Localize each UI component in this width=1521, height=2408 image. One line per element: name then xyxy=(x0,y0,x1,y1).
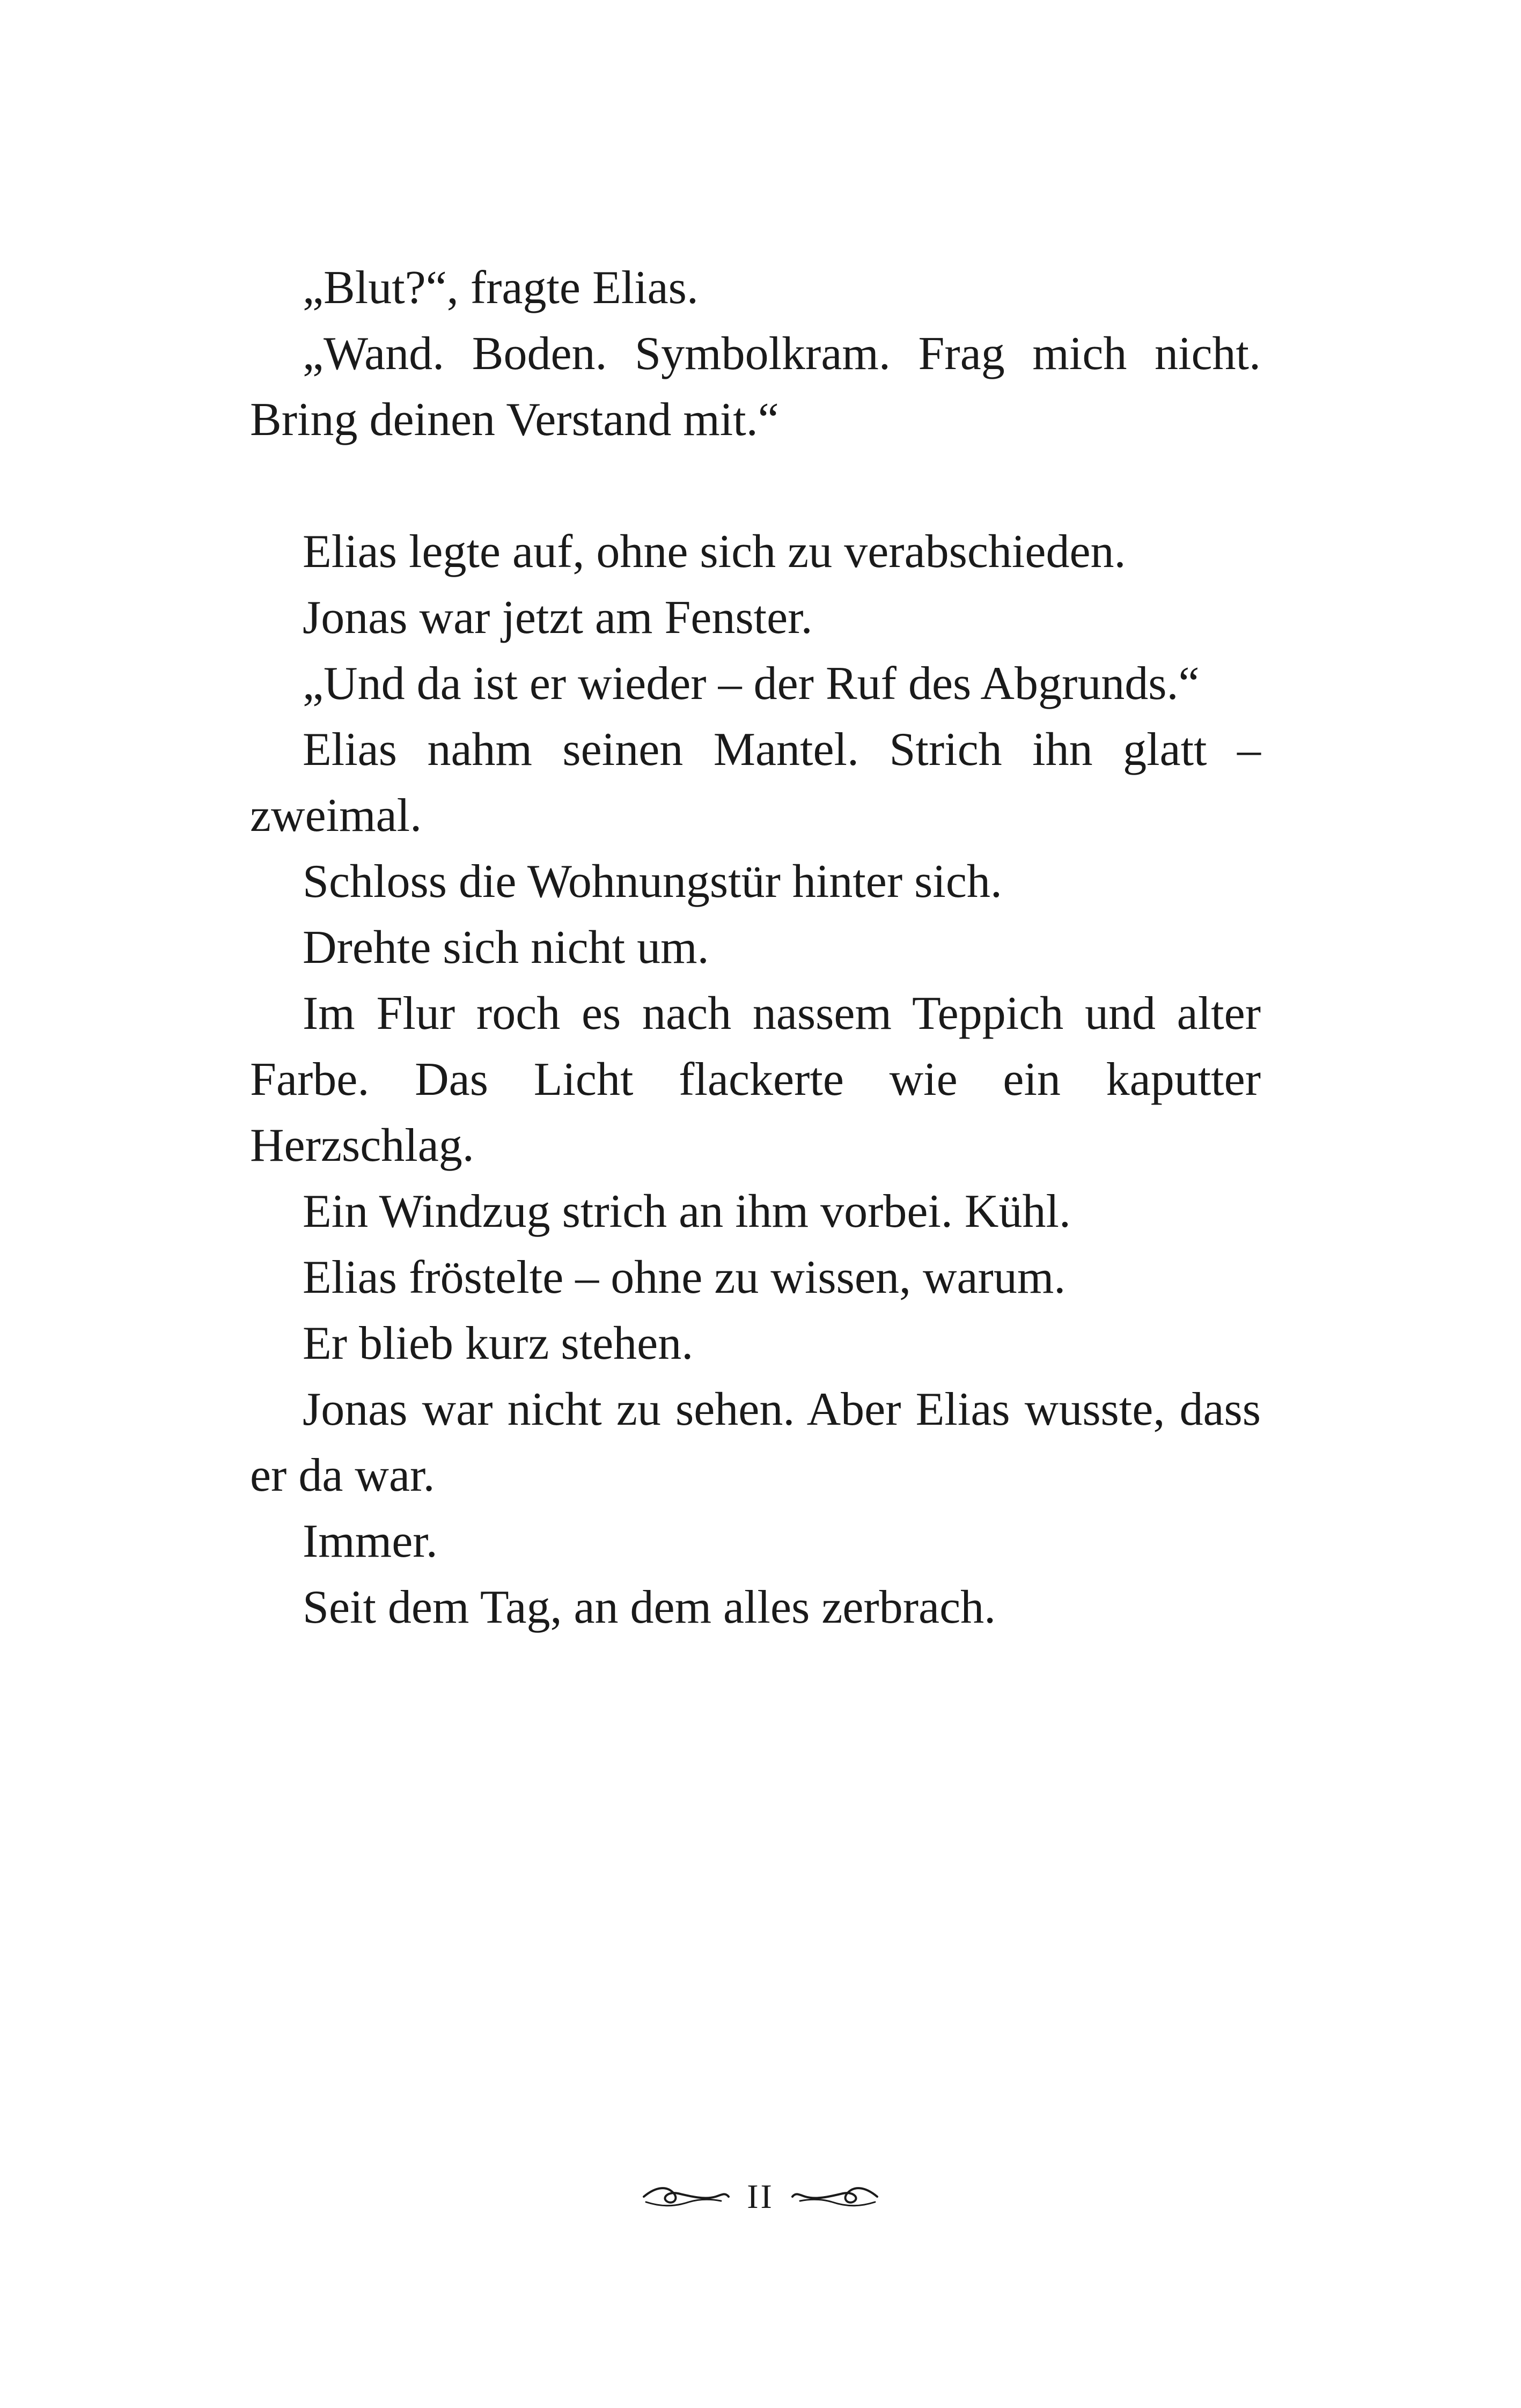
scene-break xyxy=(250,453,1261,519)
paragraph: Jonas war nicht zu sehen. Aber Elias wusste, dass er da war. xyxy=(250,1383,1261,1501)
paragraph: Im Flur roch es nach nassem Teppich und alter Farbe. Das Licht flackerte wie ein kaputter Herzschlag. xyxy=(250,988,1261,1172)
paragraph: Elias nahm seinen Mantel. Strich ihn glatt – zweimal. xyxy=(250,724,1261,842)
page-footer xyxy=(0,2159,1521,2234)
flourish-ornament-left-icon xyxy=(641,2181,732,2213)
paragraph: „Und da ist er wieder – der Ruf des Abgrunds.“ xyxy=(303,658,1200,710)
paragraph: „Blut?“, fragte Elias. xyxy=(303,262,699,314)
paragraph: Er blieb kurz stehen. xyxy=(303,1317,694,1369)
paragraph: Elias fröstelte – ohne zu wissen, warum. xyxy=(303,1251,1066,1304)
paragraph: Immer. xyxy=(303,1515,438,1567)
paragraph: „Wand. Boden. Symbolkram. Frag mich nicht. Bring deinen Verstand mit.“ xyxy=(250,328,1261,446)
paragraph: Ein Windzug strich an ihm vorbei. Kühl. xyxy=(303,1185,1071,1238)
paragraph: Seit dem Tag, an dem alles zerbrach. xyxy=(303,1581,996,1633)
body-text xyxy=(250,255,1261,1640)
flourish-ornament-right-icon xyxy=(789,2181,880,2213)
page-number: II xyxy=(747,2177,774,2215)
paragraph: Jonas war jetzt am Fenster. xyxy=(303,592,813,644)
paragraph: Elias legte auf, ohne sich zu verabschieden. xyxy=(303,526,1126,578)
paragraph: Drehte sich nicht um. xyxy=(303,922,709,974)
paragraph: Schloss die Wohnungstür hinter sich. xyxy=(303,856,1002,908)
